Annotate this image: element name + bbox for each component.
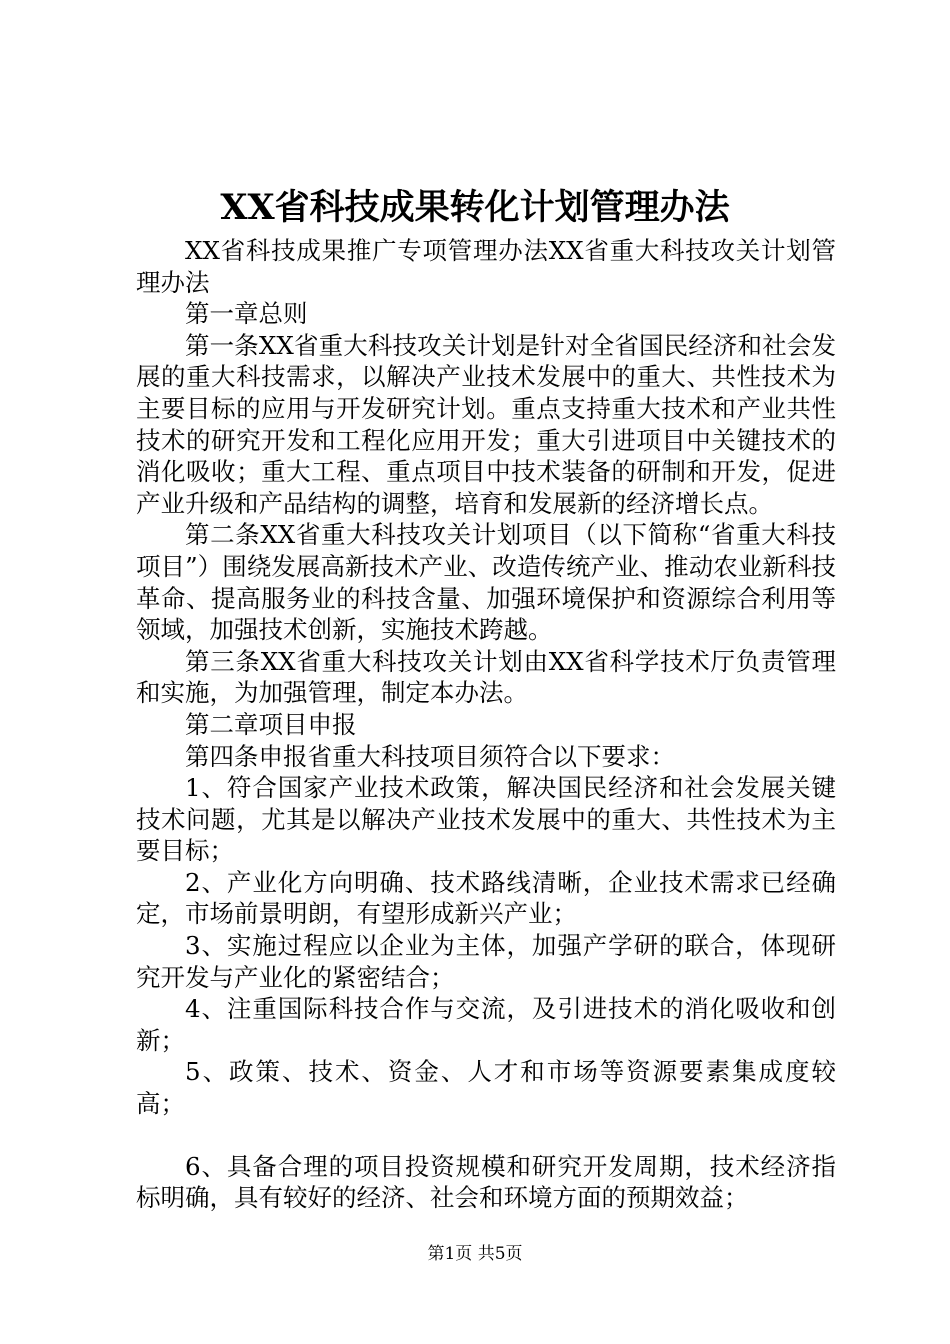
article-2: 第二条XX省重大科技攻关计划项目（以下简称“省重大科技项目”）围绕发展高新技术产业、改造传统产业、推动农业新科技革命、提高服务业的科技含量、加强环境保护和资源综合利用等领域，加强技术创新，实施技术跨越。 [136, 520, 836, 645]
requirement-5: 5、政策、技术、资金、人才和市场等资源要素集成度较高； [136, 1057, 836, 1119]
article-3: 第三条XX省重大科技攻关计划由XX省科学技术厅负责管理和实施，为加强管理，制定本办法。 [136, 646, 836, 708]
article-1: 第一条XX省重大科技攻关计划是针对全省国民经济和社会发展的重大科技需求，以解决产业技术发展中的重大、共性技术为主要目标的应用与开发研究计划。重点支持重大技术和产业共性技术的研究开发和工程化应用开发；重大引进项目中关键技术的消化吸收；重大工程、重点项目中技术装备的研制和开发，促进产业升级和产品结构的调整，培育和发展新的经济增长点。 [136, 330, 836, 518]
chapter-heading-1: 第一章总则 [185, 299, 308, 329]
document-body [136, 235, 836, 1214]
requirement-6: 6、具备合理的项目投资规模和研究开发周期，技术经济指标明确，具有较好的经济、社会和环境方面的预期效益； [136, 1151, 836, 1213]
requirement-1: 1、符合国家产业技术政策，解决国民经济和社会发展关键技术问题，尤其是以解决产业技术发展中的重大、共性技术为主要目标； [136, 773, 836, 866]
document-title: XX省科技成果转化计划管理办法 [220, 187, 730, 228]
requirement-2: 2、产业化方向明确、技术路线清晰，企业技术需求已经确定，市场前景明朗，有望形成新兴产业； [136, 867, 836, 929]
requirement-4: 4、注重国际科技合作与交流，及引进技术的消化吸收和创新； [136, 994, 836, 1055]
chapter-heading-2: 第二章项目申报 [185, 709, 357, 739]
article-4: 第四条申报省重大科技项目须符合以下要求： [185, 741, 675, 771]
page-footer: 第1页 共5页 [427, 1244, 523, 1264]
paragraph-intro: XX省科技成果推广专项管理办法XX省重大科技攻关计划管理办法 [136, 236, 836, 297]
requirement-3: 3、实施过程应以企业为主体，加强产学研的联合，体现研究开发与产业化的紧密结合； [136, 931, 836, 992]
